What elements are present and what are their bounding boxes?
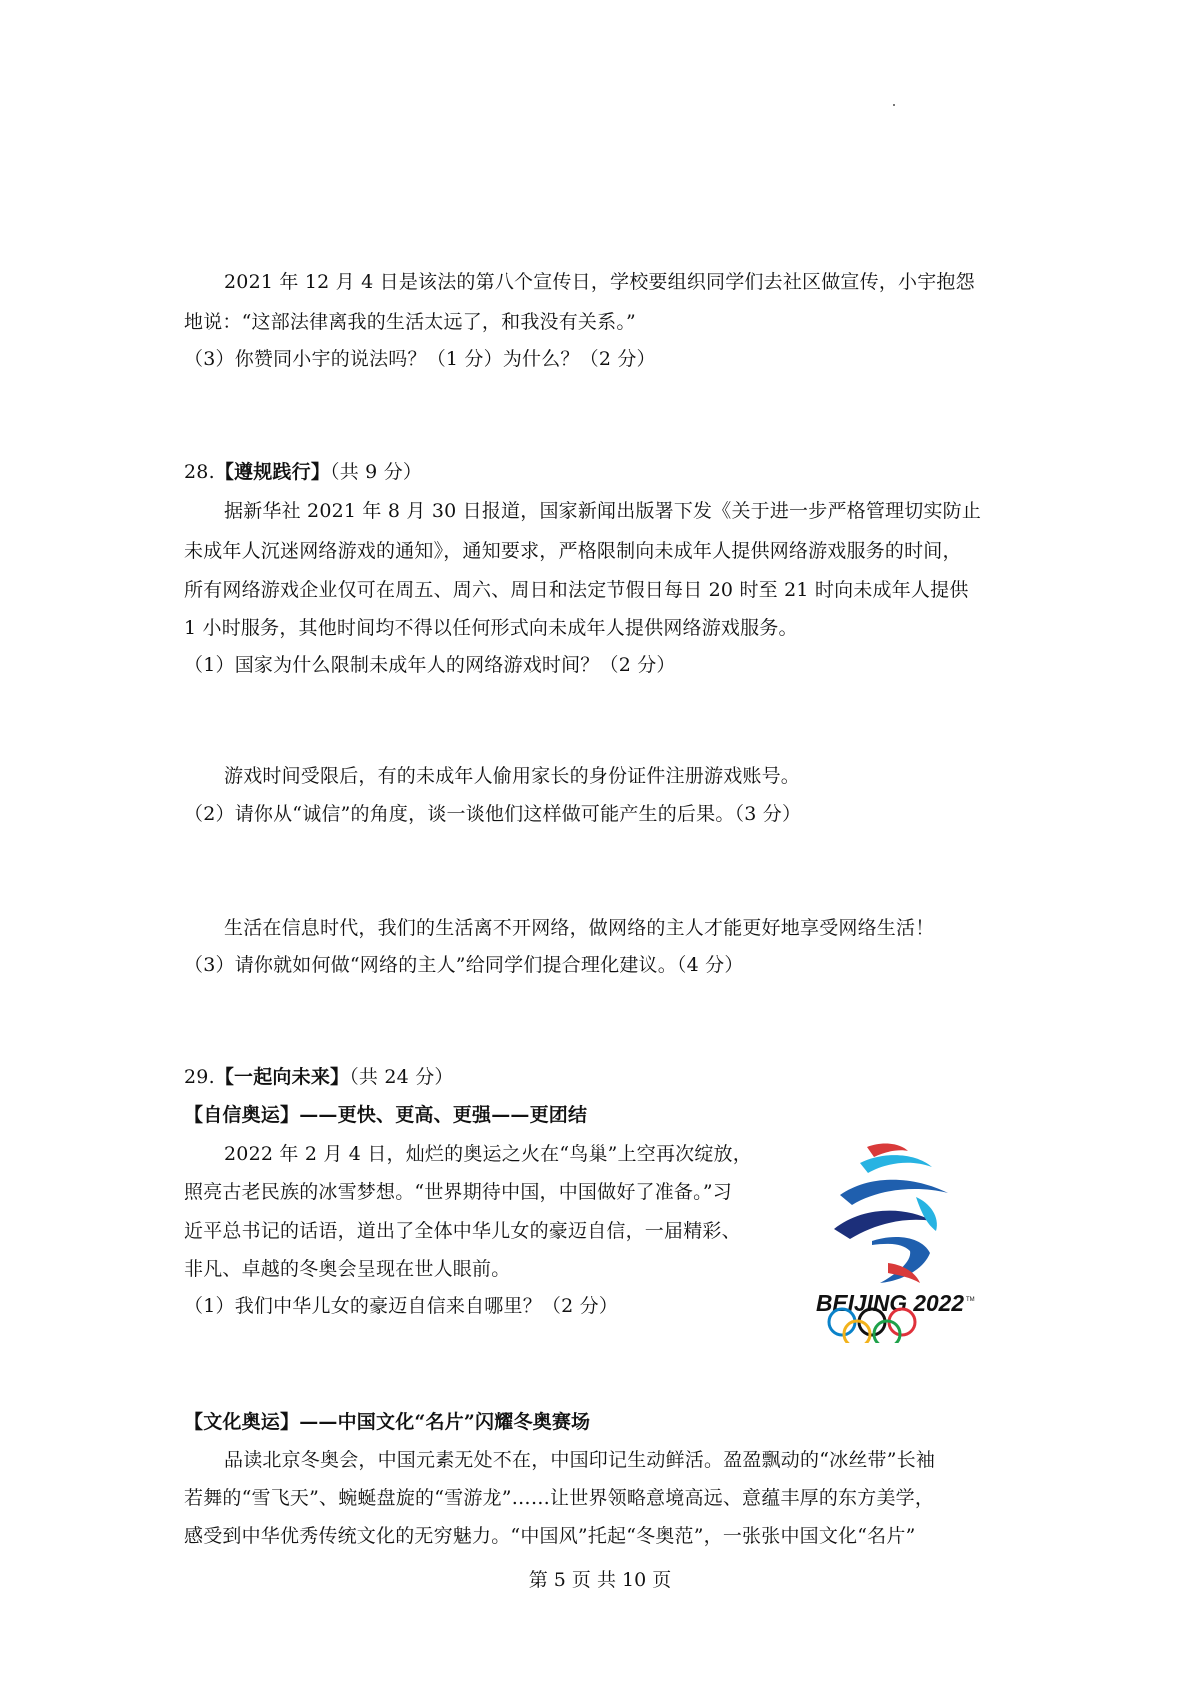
q29-score: （共 24 分） [349,1066,454,1088]
q29-title: 【一起向未来】 [214,1066,350,1088]
emblem-ribbon [872,1237,930,1283]
q27-subquestion-3: （3）你赞同小宇的说法吗？（1 分）为什么？（2 分） [184,348,656,370]
q28-score: （共 9 分） [330,461,423,483]
q29-number: 29. [184,1066,215,1088]
q27-paragraph-line-2: 地说：“这部法律离我的生活太远了，和我没有关系。” [184,311,636,333]
q28-heading [184,458,422,486]
q29-section-1-line-4: 非凡、卓越的冬奥会呈现在世人眼前。 [184,1258,511,1280]
emblem-navy-stroke [834,1211,932,1239]
q29-section-2-line-3: 感受到中华优秀传统文化的无穷魅力。“中国风”托起“冬奥范”，一张张中国文化“名片” [184,1525,916,1547]
emblem-wordmark: BEIJING 2022 [816,1290,965,1316]
q29-section-1-line-1: 2022 年 2 月 4 日，灿烂的奥运之火在“鸟巢”上空再次绽放， [224,1143,752,1165]
emblem-tm: TM [966,1297,975,1303]
q28-context-3: 生活在信息时代，我们的生活离不开网络，做网络的主人才能更好地享受网络生活！ [224,917,935,939]
q29-section-1-line-3: 近平总书记的话语，道出了全体中华儿女的豪迈自信，一届精彩、 [184,1220,741,1242]
scan-dot [893,104,895,106]
q29-section-2-line-2: 若舞的“雪飞天”、蜿蜒盘旋的“雪游龙”……让世界领略意境高远、意蕴丰厚的东方美学， [184,1487,935,1509]
q28-subquestion-2: （2）请你从“诚信”的角度，谈一谈他们这样做可能产生的后果。（3 分） [184,803,802,825]
q28-paragraph-line-4: 1 小时服务，其他时间均不得以任何形式向未成年人提供网络游戏服务。 [184,617,798,639]
q29-section-2-line-1: 品读北京冬奥会，中国元素无处不在，中国印记生动鲜活。盈盈飘动的“冰丝带”长袖 [224,1449,936,1471]
page-footer: 第 5 页 共 10 页 [528,1569,672,1591]
q28-title: 【遵规践行】 [214,461,331,483]
beijing-2022-emblem-graphic [812,1133,982,1343]
q29-section-2-title: 【文化奥运】——中国文化“名片”闪耀冬奥赛场 [184,1411,591,1433]
q28-paragraph-line-1: 据新华社 2021 年 8 月 30 日报道，国家新闻出版署下发《关于进一步严格管理切实防止 [224,500,982,522]
beijing-2022-emblem [812,1133,982,1343]
emblem-red-stroke [867,1144,908,1157]
emblem-cyan-stroke [860,1155,932,1173]
q29-section-1-line-2: 照亮古老民族的冰雪梦想。“世界期待中国，中国做好了准备。”习 [184,1181,732,1203]
q29-subquestion-1: （1）我们中华儿女的豪迈自信来自哪里？（2 分） [184,1295,619,1317]
q28-context-2: 游戏时间受限后，有的未成年人偷用家长的身份证件注册游戏账号。 [224,765,801,787]
q29-section-1-title: 【自信奥运】——更快、更高、更强——更团结 [184,1104,588,1126]
q28-paragraph-line-3: 所有网络游戏企业仅可在周五、周六、周日和法定节假日每日 20 时至 21 时向未成年人提供 [184,579,969,601]
emblem-cyan-accent [916,1197,937,1231]
q27-paragraph-line-1: 2021 年 12 月 4 日是该法的第八个宣传日，学校要组织同学们去社区做宣传，小宇抱怨 [224,271,975,293]
q28-paragraph-line-2: 未成年人沉迷网络游戏的通知》，通知要求，严格限制向未成年人提供网络游戏服务的时间， [184,540,962,562]
q29-heading [184,1063,454,1091]
emblem-blue-stroke [840,1180,948,1205]
q28-number: 28. [184,461,215,483]
q28-subquestion-1: （1）国家为什么限制未成年人的网络游戏时间？（2 分） [184,654,676,676]
q28-subquestion-3: （3）请你就如何做“网络的主人”给同学们提合理化建议。（4 分） [184,954,744,976]
